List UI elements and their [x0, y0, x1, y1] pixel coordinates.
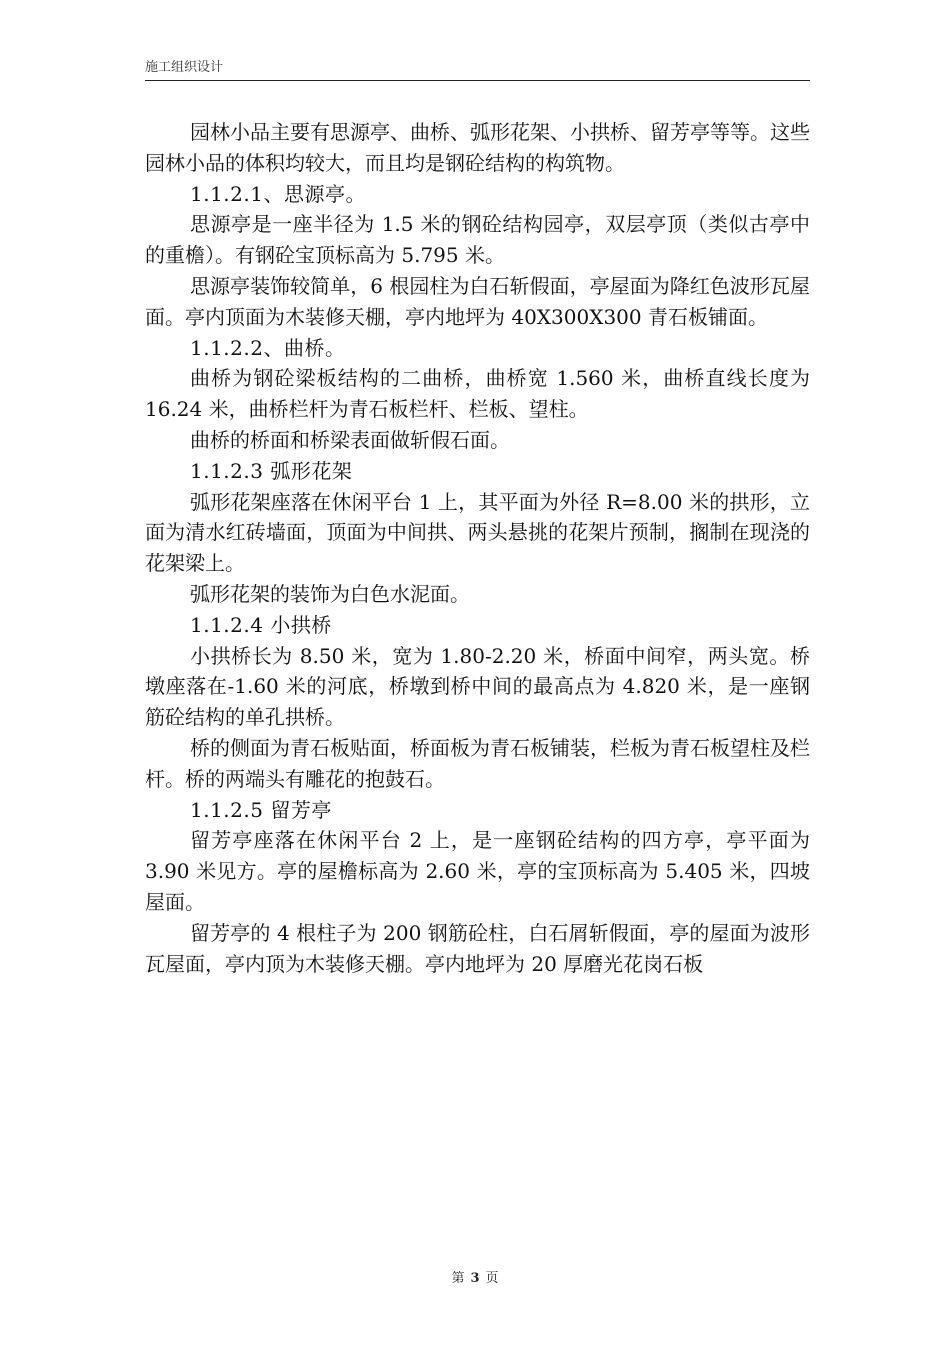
paragraph: 思源亭装饰较简单，6 根园柱为白石斩假面，亭屋面为降红色波形瓦屋面。亭内顶面为木装修天棚，亭内地坪为 40X300X300 青石板铺面。	[145, 273, 810, 329]
section-heading: 1.1.2.2、曲桥。	[190, 335, 346, 360]
paragraph: 曲桥为钢砼梁板结构的二曲桥，曲桥宽 1.560 米，曲桥直线长度为 16.24 米，曲桥栏杆为青石板栏杆、栏板、望柱。	[145, 366, 810, 422]
section-heading: 1.1.2.4 小拱桥	[190, 612, 332, 637]
paragraph: 小拱桥长为 8.50 米，宽为 1.80-2.20 米，桥面中间窄，两头宽。桥墩座落在-1.60 米的河底，桥墩到桥中间的最高点为 4.820 米，是一座钢筋砼结构的单孔拱桥。	[145, 643, 810, 730]
page-footer	[0, 1270, 950, 1288]
page-number-suffix: 页	[485, 1271, 499, 1286]
paragraph: 弧形花架的装饰为白色水泥面。	[190, 581, 470, 606]
page-header	[145, 60, 810, 81]
page-number: 3	[470, 1271, 480, 1286]
section-heading: 1.1.2.3 弧形花架	[190, 458, 353, 483]
section-heading: 1.1.2.1、思源亭。	[190, 181, 366, 206]
paragraph: 曲桥的桥面和桥梁表面做斩假石面。	[190, 427, 510, 452]
paragraph: 留芳亭的 4 根柱子为 200 钢筋砼柱，白石屑斩假面，亭的屋面为波形瓦屋面，亭内顶为木装修天棚。亭内地坪为 20 厚磨光花岗石板	[145, 920, 810, 976]
document-body	[145, 117, 810, 979]
paragraph: 桥的侧面为青石板贴面，桥面板为青石板铺装，栏板为青石板望柱及栏杆。桥的两端头有雕花的抱鼓石。	[145, 735, 810, 791]
header-title: 施工组织设计	[145, 60, 224, 75]
page-number-prefix: 第	[451, 1271, 465, 1286]
paragraph: 园林小品主要有思源亭、曲桥、弧形花架、小拱桥、留芳亭等等。这些园林小品的体积均较大，而且均是钢砼结构的构筑物。	[145, 120, 810, 175]
paragraph: 弧形花架座落在休闲平台 1 上，其平面为外径 R=8.00 米的拱形，立面为清水红砖墙面，顶面为中间拱、两头悬挑的花架片预制，搁制在现浇的花架梁上。	[145, 489, 810, 576]
paragraph: 留芳亭座落在休闲平台 2 上，是一座钢砼结构的四方亭，亭平面为 3.90 米见方。亭的屋檐标高为 2.60 米，亭的宝顶标高为 5.405 米，四坡屋面。	[145, 828, 810, 914]
paragraph: 思源亭是一座半径为 1.5 米的钢砼结构园亭，双层亭顶（类似古亭中的重檐）。有钢砼宝顶标高为 5.795 米。	[145, 212, 810, 268]
section-heading: 1.1.2.5 留芳亭	[190, 797, 332, 822]
